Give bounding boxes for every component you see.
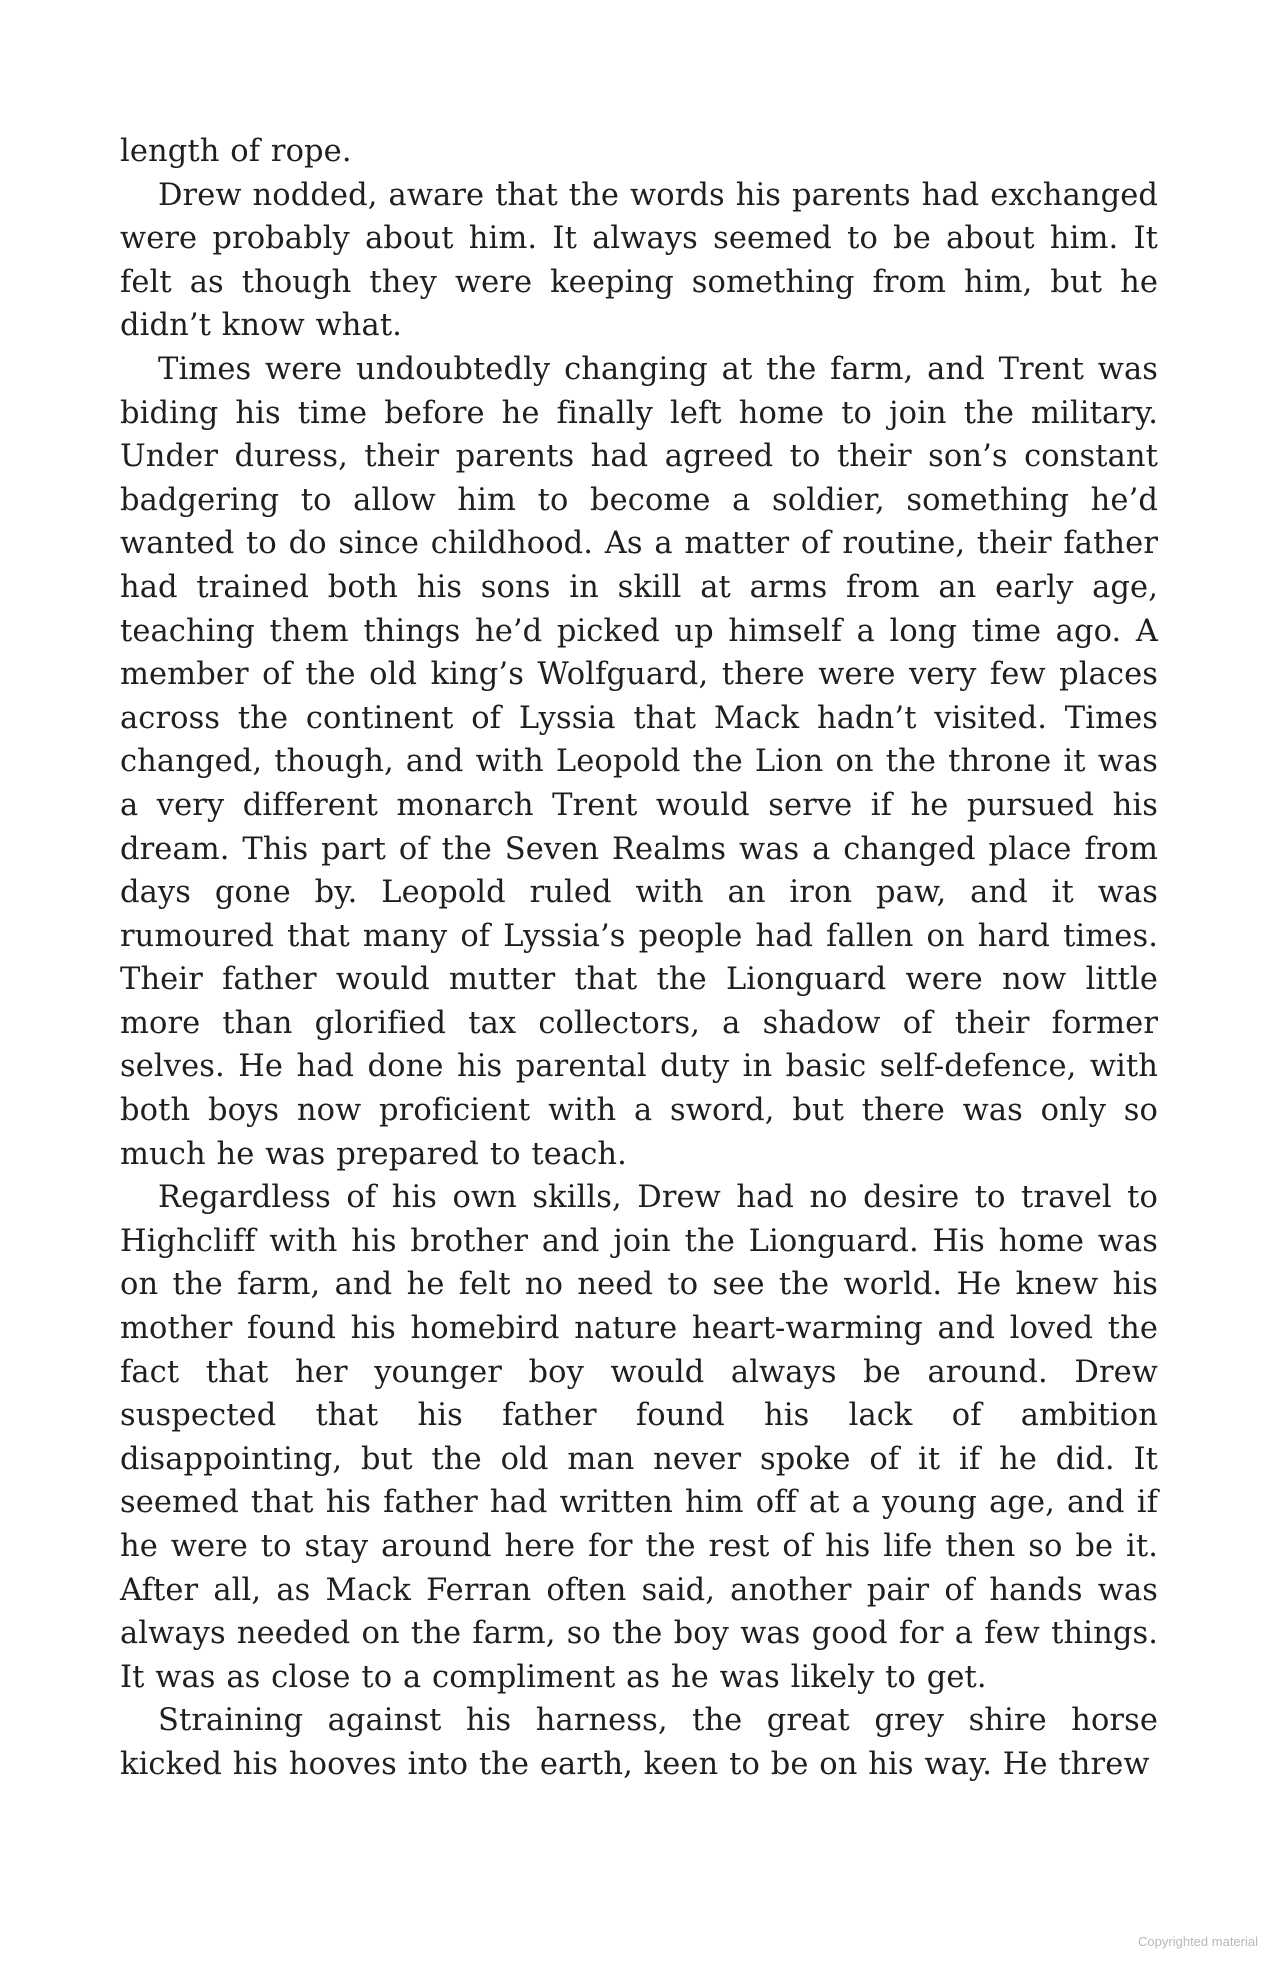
book-page	[120, 130, 1158, 1787]
paragraph: Straining against his harness, the great grey shire horse kicked his hooves into the earth, keen to be on his way. He threw	[120, 1703, 1158, 1782]
paragraph: Times were undoubtedly changing at the farm, and Trent was biding his time before he finally left home to join the military. Under duress, their parents had agreed to their son’s constant badgering to allow him to become a soldier, something he’d wanted to do since childhood. As a matter of routine, their father had trained both his sons in skill at arms from an early age, teaching them things he’d picked up himself a long time ago. A member of the old king’s Wolfguard, there were very few places across the continent of Lyssia that Mack hadn’t visited. Times changed, though, and with Leopold the Lion on the throne it was a very different monarch Trent would serve if he pursued his dream. This part of the Seven Realms was a changed place from days gone by. Leopold ruled with an iron paw, and it was rumoured that many of Lyssia’s people had fallen on hard times. Their father would mutter that the Lionguard were now little more than glorified tax collectors, a shadow of their former selves. He had done his parental duty in basic self-defence, with both boys now proficient with a sword, but there was only so much he was prepared to teach.	[120, 351, 1158, 1172]
paragraph-continuation: length of rope.	[120, 134, 352, 169]
paragraph: Drew nodded, aware that the words his parents had exchanged were probably about him. It always seemed to be about him. It felt as though they were keeping something from him, but he didn’t know what.	[120, 177, 1158, 344]
copyright-watermark: Copyrighted material	[1138, 1934, 1258, 1949]
paragraph: Regardless of his own skills, Drew had no desire to travel to Highcliff with his brother and join the Lionguard. His home was on the farm, and he felt no need to see the world. He knew his mother found his homebird nature heart-warming and loved the fact that her younger boy would always be around. Drew suspected that his father found his lack of ambition disappointing, but the old man never spoke of it if he did. It seemed that his father had written him off at a young age, and if he were to stay around here for the rest of his life then so be it. After all, as Mack Ferran often said, another pair of hands was always needed on the farm, so the boy was good for a few things. It was as close to a compliment as he was likely to get.	[120, 1180, 1158, 1695]
